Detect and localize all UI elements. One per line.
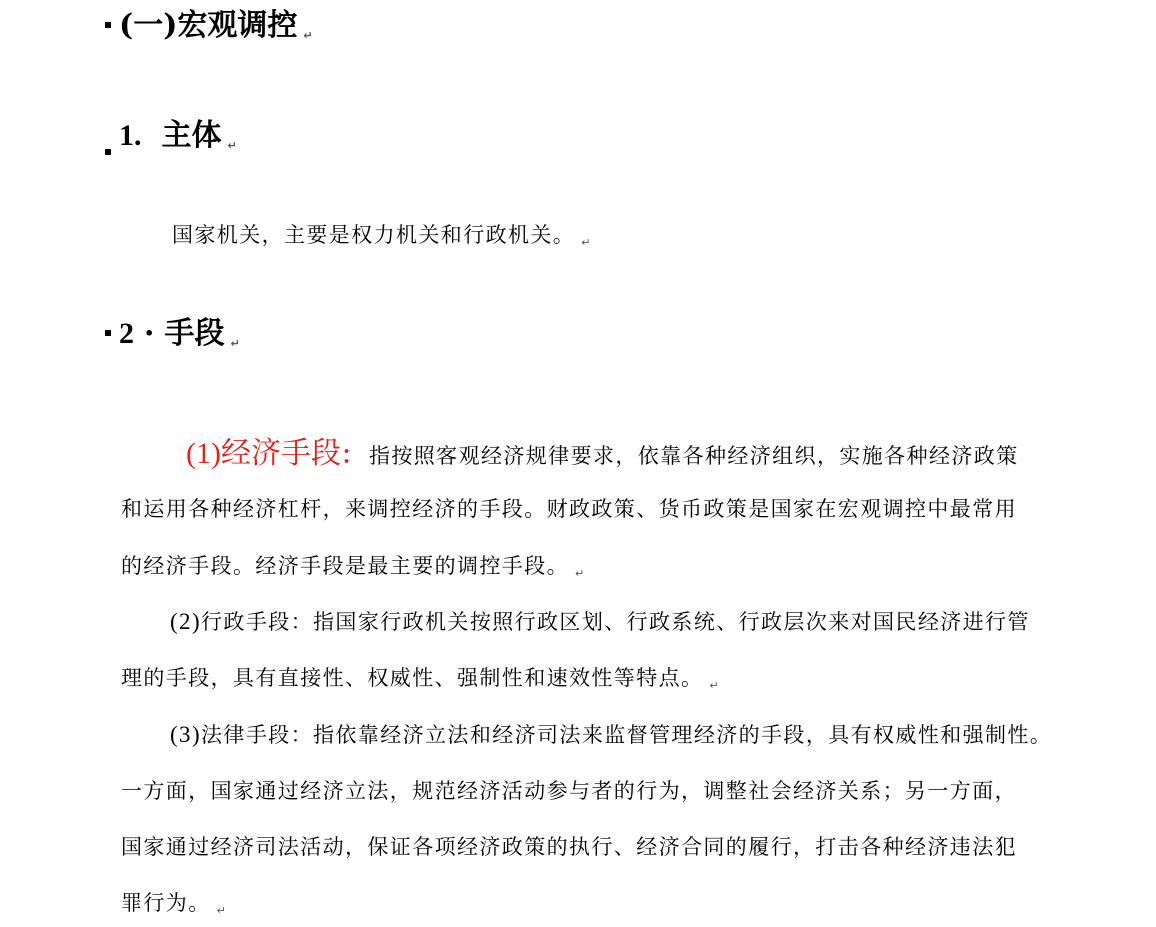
item3-line4 xyxy=(121,890,227,924)
item3-line1 xyxy=(170,722,1052,748)
section2-bullet-marker xyxy=(105,330,111,336)
item3-label-number: (3) xyxy=(170,722,202,747)
item2-label-number: (2) xyxy=(170,609,202,634)
section1-title: 主体 xyxy=(161,118,222,153)
section1-number: 1. xyxy=(119,119,142,152)
heading-macro-control xyxy=(119,9,313,53)
item3-line2 xyxy=(121,778,1127,804)
section2-title: 手段 xyxy=(164,316,225,351)
item2-line1-text: 行政手段：指国家行政机关按照行政区划、行政系统、行政层次来对国民经济进行管 xyxy=(201,610,1030,634)
item1-line3 xyxy=(121,553,586,587)
item1-label xyxy=(186,436,341,471)
paragraph-mark-icon: ↵ xyxy=(575,567,586,580)
item3-line3-text: 国家通过经济司法活动，保证各项经济政策的执行、经济合同的履行，打击各种经济违法犯 xyxy=(121,835,1017,859)
section2-separator: · xyxy=(144,316,155,351)
item1-line1-text: 指按照客观经济规律要求，依靠各种经济组织，实施各种经济政策 xyxy=(368,444,1019,468)
paragraph-mark-icon: ↵ xyxy=(230,337,240,350)
item2-line2-text: 理的手段，具有直接性、权威性、强制性和速效性等特点。 xyxy=(121,666,704,690)
paragraph-mark-icon: ↵ xyxy=(581,236,592,249)
paragraph-mark-icon: ↵ xyxy=(303,29,313,42)
section1-body-text: 国家机关，主要是权力机关和行政机关。 xyxy=(172,223,576,247)
item3-line4-text: 罪行为。 xyxy=(121,891,211,915)
item1-line1 xyxy=(186,428,1019,472)
heading-bullet-marker xyxy=(105,22,111,28)
paragraph-mark-icon: ↵ xyxy=(709,679,721,692)
heading-macro-control-text: (一)宏观调控 xyxy=(119,8,298,43)
item3-line3 xyxy=(121,834,1127,860)
item1-line2-text: 和运用各种经济杠杆，来调控经济的手段。财政政策、货币政策是国家在宏观调控中最常用 xyxy=(121,497,1017,521)
paragraph-mark-icon: ↵ xyxy=(227,139,237,152)
item2-line2 xyxy=(121,665,720,699)
section2-heading xyxy=(119,317,240,361)
item1-label-number: (1) xyxy=(186,437,221,470)
paragraph-mark-icon: ↵ xyxy=(216,904,228,917)
item1-label-text: 经济手段 xyxy=(220,436,341,471)
item1-label-colon: ： xyxy=(340,440,365,469)
section2-number: 2 xyxy=(119,317,134,350)
item3-line2-text: 一方面，国家通过经济立法，规范经济活动参与者的行为，调整社会经济关系；另一方面， xyxy=(121,779,1017,803)
section1-body xyxy=(172,222,592,256)
section1-heading xyxy=(119,119,237,163)
item1-line3-text: 的经济手段。经济手段是最主要的调控手段。 xyxy=(121,554,569,578)
item2-line1 xyxy=(170,609,1030,635)
section1-bullet-marker xyxy=(105,149,111,155)
item3-line1-text: 法律手段：指依靠经济立法和经济司法来监督管理经济的手段，具有权威性和强制性。 xyxy=(201,723,1053,747)
item1-line2 xyxy=(121,496,1127,522)
